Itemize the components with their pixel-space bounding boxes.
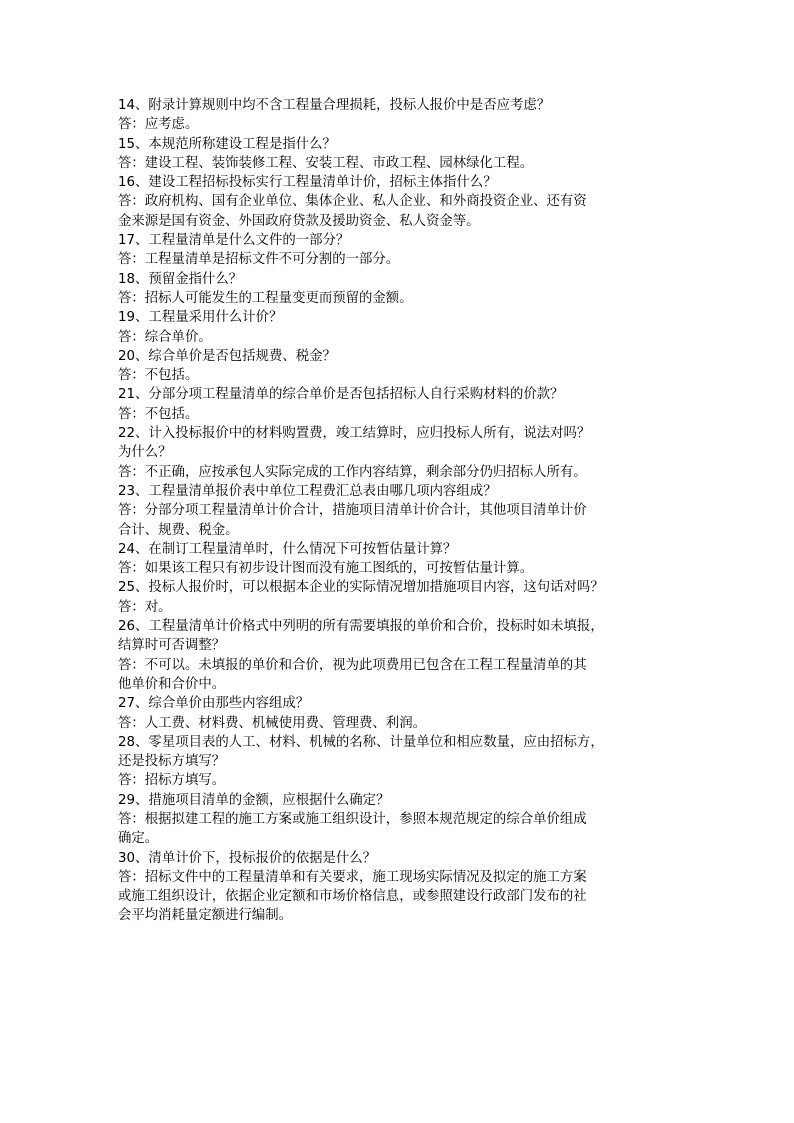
question-23: 23、工程量清单报价表中单位工程费汇总表由哪几项内容组成？ <box>118 483 497 499</box>
answer-20: 答：不包括。 <box>118 368 199 384</box>
question-25: 25、投标人报价时，可以根据本企业的实际情况增加措施项目内容，这句话对吗？ <box>118 580 604 596</box>
question-15: 15、本规范所称建设工程是指什么？ <box>118 136 336 152</box>
answer-16-cont: 金来源是国有资金、外国政府贷款及援助资金、私人资金等。 <box>118 213 480 229</box>
question-30: 30、清单计价下，投标报价的依据是什么？ <box>118 850 377 866</box>
answer-23-cont: 合计、规费、税金。 <box>118 522 239 538</box>
answer-14: 答：应考虑。 <box>118 117 199 133</box>
question-18: 18、预留金指什么？ <box>118 271 243 287</box>
answer-16: 答：政府机构、国有企业单位、集体企业、私人企业、和外商投资企业、还有资 <box>118 194 587 210</box>
question-26: 26、工程量清单计价格式中列明的所有需要填报的单价和合价，投标时如未填报， <box>118 619 604 635</box>
question-26-cont: 结算时可否调整？ <box>118 638 226 654</box>
question-16: 16、建设工程招标投标实行工程量清单计价，招标主体指什么？ <box>118 175 497 191</box>
answer-29: 答：根据拟建工程的施工方案或施工组织设计，参照本规范规定的综合单价组成 <box>118 811 587 827</box>
answer-29-cont: 确定。 <box>118 831 159 847</box>
answer-30: 答：招标文件中的工程量清单和有关要求，施工现场实际情况及拟定的施工方案 <box>118 869 587 885</box>
answer-27: 答：人工费、材料费、机械使用费、管理费、利润。 <box>118 715 426 731</box>
answer-19: 答：综合单价。 <box>118 329 212 345</box>
question-14: 14、附录计算规则中均不含工程量合理损耗，投标人报价中是否应考虑？ <box>118 98 551 113</box>
question-28-cont: 还是投标方填写？ <box>118 754 226 770</box>
question-17: 17、工程量清单是什么文件的一部分？ <box>118 233 350 249</box>
document-body <box>118 96 684 926</box>
answer-18: 答：招标人可能发生的工程量变更而预留的金额。 <box>118 290 413 306</box>
answer-24: 答：如果该工程只有初步设计图而没有施工图纸的，可按暂估量计算。 <box>118 561 534 577</box>
answer-17: 答：工程量清单是招标文件不可分割的一部分。 <box>118 252 400 268</box>
question-20: 20、综合单价是否包括规费、税金？ <box>118 348 336 364</box>
question-22: 22、计入投标报价中的材料购置费，竣工结算时，应归投标人所有，说法对吗？ <box>118 426 591 442</box>
question-21: 21、分部分项工程量清单的综合单价是否包括招标人自行采购材料的价款？ <box>118 387 564 403</box>
question-27: 27、综合单价由那些内容组成？ <box>118 696 310 712</box>
question-29: 29、措施项目清单的金额，应根据什么确定？ <box>118 792 390 808</box>
answer-23: 答：分部分项工程量清单计价合计，措施项目清单计价合计，其他项目清单计价 <box>118 503 587 519</box>
answer-25: 答：对。 <box>118 599 172 615</box>
question-22-cont: 为什么？ <box>118 445 172 461</box>
answer-30-cont-2: 会平均消耗量定额进行编制。 <box>118 908 293 924</box>
question-19: 19、工程量采用什么计价？ <box>118 310 283 326</box>
answer-22: 答：不正确，应按承包人实际完成的工作内容结算，剩余部分仍归招标人所有。 <box>118 464 587 480</box>
answer-26-cont: 他单价和合价中。 <box>118 676 226 692</box>
question-24: 24、在制订工程量清单时，什么情况下可按暂估量计算？ <box>118 541 457 557</box>
answer-26: 答：不可以。未填报的单价和合价，视为此项费用已包含在工程工程量清单的其 <box>118 657 587 673</box>
answer-15: 答：建设工程、装饰装修工程、安装工程、市政工程、园林绿化工程。 <box>118 155 534 171</box>
answer-28: 答：招标方填写。 <box>118 773 226 789</box>
answer-30-cont-1: 或施工组织设计，依据企业定额和市场价格信息，或参照建设行政部门发布的社 <box>118 889 587 905</box>
answer-21: 答：不包括。 <box>118 406 199 422</box>
question-28: 28、零星项目表的人工、材料、机械的名称、计量单位和相应数量，应由招标方， <box>118 734 604 750</box>
